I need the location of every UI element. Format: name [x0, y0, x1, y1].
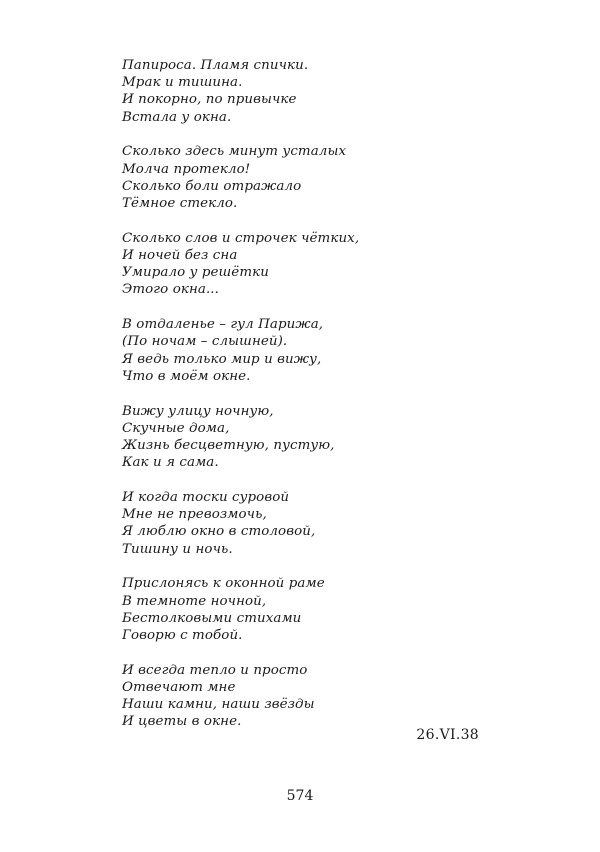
stanza-1 — [122, 57, 422, 126]
stanza-5 — [122, 403, 422, 472]
poem-line: Наши камни, наши звёзды — [122, 697, 315, 713]
page-number: 574 — [286, 788, 314, 804]
stanza-4 — [122, 316, 422, 385]
poem-line: Прислонясь к оконной раме — [122, 576, 325, 592]
poem-line: И всегда тепло и просто — [122, 662, 308, 678]
poem-date: 26.VI.38 — [416, 727, 479, 743]
poem-line: Что в моём окне. — [122, 368, 251, 384]
poem-line: Папироса. Пламя спички. — [122, 58, 309, 73]
poem-line: Я ведь только мир и вижу, — [122, 351, 322, 367]
poem-line: Скучные дома, — [122, 420, 230, 436]
poem-line: В темноте ночной, — [122, 593, 267, 609]
stanza-3 — [122, 230, 422, 299]
poem-line: Вижу улицу ночную, — [122, 403, 274, 419]
poem-line: Тёмное стекло. — [122, 196, 238, 212]
poem-line: И цветы в окне. — [122, 714, 242, 730]
poem-line: Я люблю окно в столовой, — [122, 524, 316, 540]
poem-line: Умирало у решётки — [122, 265, 269, 281]
stanza-2 — [122, 143, 422, 212]
stanza-7 — [122, 575, 422, 644]
poem-line: Сколько здесь минут усталых — [122, 144, 347, 160]
poem-line: (По ночам – слышней). — [122, 334, 288, 350]
poem-line: И покорно, по привычке — [122, 92, 297, 108]
poem-line: И ночей без сна — [122, 248, 238, 264]
poem-line: Мне не превозмочь, — [122, 507, 267, 523]
poem-line: В отдаленье – гул Парижа, — [122, 317, 324, 333]
poem-line: Мрак и тишина. — [122, 75, 243, 91]
poem-line: Как и я сама. — [122, 455, 219, 471]
poem-line: Этого окна... — [122, 282, 220, 298]
poem-line: Жизнь бесцветную, пустую, — [122, 438, 335, 454]
poem-line: Встала у окна. — [122, 109, 232, 125]
poem-line: Тишину и ночь. — [122, 541, 233, 557]
stanza-6 — [122, 489, 422, 558]
poem-line: Сколько боли отражало — [122, 178, 302, 194]
poem-line: И когда тоски суровой — [122, 490, 290, 506]
poem-body — [122, 57, 422, 748]
poem-line: Говорю с тобой. — [122, 628, 243, 644]
poem-line: Сколько слов и строчек чётких, — [122, 230, 360, 246]
poem-line: Молча протекло! — [122, 161, 251, 177]
stanza-8 — [122, 662, 422, 731]
poem-line: Бестолковыми стихами — [122, 610, 302, 626]
poem-line: Отвечают мне — [122, 680, 236, 696]
